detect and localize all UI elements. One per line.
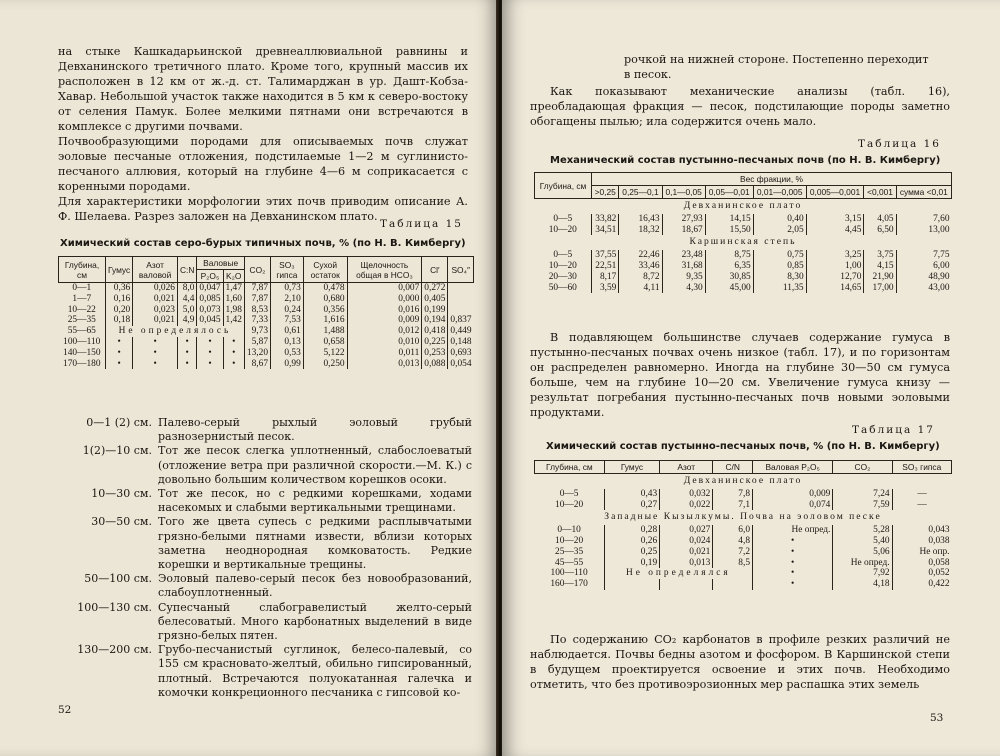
table-cell: 13,20 (244, 348, 270, 359)
th-weight: Вес фракции, % (592, 173, 952, 186)
table-row (535, 536, 952, 547)
table-cell: 0,26 (604, 536, 659, 547)
table-cell: 7,33 (244, 315, 270, 326)
table-row (59, 359, 474, 370)
table-header-cell: Валовая P₂O₅ (753, 461, 833, 474)
table-cell: 0,18 (106, 315, 133, 326)
table-cell: 7,92 (833, 568, 892, 579)
table-cell: 14,15 (705, 214, 753, 225)
table-cell: 30,85 (705, 272, 753, 283)
table-cell: 0,43 (604, 489, 659, 500)
table-cell: — (892, 500, 951, 511)
table-cell: 0,023 (133, 305, 178, 316)
table-cell: 48,90 (896, 272, 951, 283)
table-cell: 10—22 (67, 304, 96, 315)
table-cell: 7,24 (833, 489, 892, 500)
th-depth: Глубина, см (535, 173, 592, 199)
table-cell: Не опред. (833, 558, 892, 569)
table-cell: 0,28 (604, 525, 659, 536)
paragraph: В подавляющем большинстве случаев содержание гумуса в пустынно-песчаных почвах очень низкое (табл. 17), и по горизонтам он распределен равномерно. Иногда на глубине 30—50 см гумуса больше, чем на глубине 10—20 см. Увеличение гумуса книзу — результат погребания пустынно-песчаных почв новыми эоловыми продуктами. (530, 331, 950, 419)
table-cell: 8,67 (244, 359, 270, 370)
paragraph: По содержанию CO₂ карбонатов в профиле резких различий не наблюдается. Почвы бедны азотом и фосфором. В Каршинской степи в будущем проектируется освоение и этих почв. Необходимо отметить, что без противоэрозионных мер распашка этих земель (530, 633, 950, 691)
table-header-cell: Гумус (604, 461, 659, 474)
table-cell: 9,35 (662, 272, 705, 283)
th-co2: CO₂ (244, 257, 270, 283)
table-cell: 0,012 (347, 326, 422, 337)
table-cell: • (177, 348, 196, 359)
th-p2o5: P₂O₅ (197, 270, 223, 283)
table-cell: 20—30 (548, 271, 577, 282)
table-cell: 5,06 (833, 547, 892, 558)
table-cell: 4,18 (833, 579, 892, 590)
table-cell: 0,009 (347, 315, 422, 326)
table-cell: 0,99 (271, 359, 304, 370)
table-cell: 0,75 (753, 250, 806, 261)
table-cell: • (223, 337, 244, 348)
table-row (535, 225, 952, 236)
table-cell: 0,009 (753, 489, 833, 500)
table-cell: 22,51 (592, 261, 619, 272)
list-item: 1(2)—10 см. Тот же песок слегка уплотненный, слабослоеватый (отложение ветра при различной скорости.—М. К.) с довольно большим количеством корешков осоки. (82, 444, 472, 486)
table-caption: Химический состав серо-бурых типичных почв, % (по Н. В. Кимбергу) (60, 238, 466, 249)
table-number: Таблица 17 (852, 424, 935, 436)
table-16 (534, 172, 952, 293)
table-header-cell: 0,1—0,05 (662, 186, 705, 199)
table-cell: 17,00 (864, 283, 896, 294)
table-cell: 0,36 (106, 283, 133, 294)
table-cell: 0,021 (133, 315, 178, 326)
table-row (59, 337, 474, 348)
table-row (535, 250, 952, 261)
table-cell: 0,253 (422, 348, 448, 359)
table-row (535, 568, 952, 579)
table-cell: 0,225 (422, 337, 448, 348)
table-cell: 0,027 (660, 525, 713, 536)
table-row (59, 294, 474, 305)
table-cell: 22,46 (619, 250, 662, 261)
table-number: Таблица 16 (858, 138, 941, 150)
table-cell: 0,25 (604, 547, 659, 558)
table-cell: Каршинская степь (689, 236, 797, 248)
table-cell: 8,72 (619, 272, 662, 283)
table-cell: 1,42 (223, 315, 244, 326)
table-cell: 0,418 (422, 326, 448, 337)
table-row (535, 489, 952, 500)
table-cell: 31,68 (662, 261, 705, 272)
paragraph: на стыке Кашкадарьинской древнеаллювиальной равнины и Девханинского третичного плато. Кроме того, крупный массив их расположен в 12 км от ж.-д. ст. Талимарджан в ур. Дашт-Кобза-Хавар. Небольшой участок также находится в 5 км к северо-востоку от селения Памук. Более мелкими пятнами они встречаются в комплексе с другими почвами. (58, 45, 468, 133)
table-cell: 0,074 (753, 500, 833, 511)
list-item: 50—100 см. Эоловый палево-серый песок без новообразований, слабоуплотненный. (84, 572, 472, 600)
table-cell: 1,00 (806, 261, 864, 272)
table-cell: 0,13 (271, 337, 304, 348)
table-row (535, 579, 952, 590)
table-cell: 8,75 (705, 250, 753, 261)
table-cell: 140—150 (63, 347, 101, 358)
th-gross: Валовые (197, 257, 245, 270)
table-cell: 0—5 (553, 213, 573, 224)
table-cell: Не опр. (892, 547, 951, 558)
table-cell: 4,4 (177, 294, 196, 305)
table-cell: 0,194 (422, 315, 448, 326)
table-cell: 5,28 (833, 525, 892, 536)
th-so4: SO₄″ (448, 257, 474, 283)
table-cell: 100—110 (63, 336, 101, 347)
table-cell: 0—5 (559, 488, 579, 499)
table-cell: 6,50 (864, 225, 896, 236)
table-cell: 10—20 (548, 224, 577, 235)
table-row (535, 525, 952, 536)
list-item: 10—30 см. Тот же песок, но с редкими корешками, ходами насекомых и слабыми вертикальными трещинами. (91, 487, 472, 515)
page-number: 53 (930, 712, 944, 724)
table-cell: 27,93 (662, 214, 705, 225)
table-cell (448, 294, 474, 305)
table-cell: 7,59 (833, 500, 892, 511)
table-cell (448, 305, 474, 316)
table-row (535, 547, 952, 558)
table-cell: • (223, 359, 244, 370)
th-cn: C:N (177, 257, 196, 283)
table-cell: 0,045 (197, 315, 223, 326)
list-item: 30—50 см. Того же цвета супесь с редкими расплывчатыми грязно-белыми пятнами извести, вблизи которых заметна неоднородная комковатость. Редкие корешки и вертикальные трещины. (91, 515, 472, 572)
table-cell: 18,67 (662, 225, 705, 236)
right-page (502, 0, 1000, 756)
list-item: 0—1 (2) см. Палево-серый рыхлый эоловый грубый разнозернистый песок. (86, 416, 472, 444)
table-caption: Химический состав пустынно-песчаных почв, % (по Н. В. Кимбергу) (546, 441, 940, 452)
table-cell: 0,085 (197, 294, 223, 305)
table-17-body (535, 474, 952, 590)
table-caption: Механический состав пустынно-песчаных почв (по Н. В. Кимбергу) (550, 155, 941, 166)
table-row (535, 261, 952, 272)
paragraph: Для характеристики морфологии этих почв приводим описание А. Ф. Шелаева. Разрез заложен на Девханинском плато. (58, 195, 468, 223)
table-row (535, 283, 952, 294)
table-cell: • (177, 337, 196, 348)
table-cell: 0,024 (660, 536, 713, 547)
table-number: Таблица 15 (380, 218, 463, 230)
table-row (59, 326, 474, 337)
table-cell: 2,10 (271, 294, 304, 305)
table-cell: 5,0 (177, 305, 196, 316)
table-cell: 4,8 (713, 536, 753, 547)
table-cell: 7,60 (896, 214, 951, 225)
table-cell: 7,1 (713, 500, 753, 511)
table-cell: 1,616 (303, 315, 347, 326)
table-cell: 4,30 (662, 283, 705, 294)
table-cell: 45,00 (705, 283, 753, 294)
table-cell: 9,73 (244, 326, 270, 337)
table-cell: • (133, 337, 178, 348)
table-cell (448, 283, 474, 294)
table-cell: 8,53 (244, 305, 270, 316)
table-cell (713, 579, 753, 590)
table-cell: • (753, 536, 833, 547)
table-cell: 0,013 (347, 359, 422, 370)
table-cell: 0,199 (422, 305, 448, 316)
table-cell: 33,82 (592, 214, 619, 225)
table-cell: 0,693 (448, 348, 474, 359)
table-cell: 18,32 (619, 225, 662, 236)
table-cell: 0,058 (892, 558, 951, 569)
table-cell: 160—170 (550, 579, 588, 590)
th-alk: Щелочность общая в HCO₃ (347, 257, 422, 283)
table-cell: 2,05 (753, 225, 806, 236)
table-cell: • (753, 579, 833, 590)
table-header-cell: Азот (660, 461, 713, 474)
table-cell: 5,122 (303, 348, 347, 359)
table-header-cell: C/N (713, 461, 753, 474)
table-header-cell: <0,001 (864, 186, 896, 199)
table-header-cell: 0,005—0,001 (806, 186, 864, 199)
table-cell: 0,449 (448, 326, 474, 337)
table-cell (604, 579, 659, 590)
table-cell: — (892, 489, 951, 500)
table-cell: Девханинское плато (535, 474, 952, 489)
table-cell: 0,026 (133, 283, 178, 294)
table-cell: 0,19 (604, 558, 659, 569)
table-cell: 43,00 (896, 283, 951, 294)
table-cell: 0,73 (271, 283, 304, 294)
table-cell: 3,75 (864, 250, 896, 261)
table-cell: • (133, 359, 178, 370)
table-row (535, 214, 952, 225)
th-humus: Гумус (106, 257, 133, 283)
paragraph: Почвообразующими породами для описываемых почв служат эоловые песчаные отложения, подстилаемые 1—2 м суглинисто-песчаного аллювия, который на глубине 4—6 м соприкасается с коренными породами. (58, 135, 468, 193)
table-cell: 0,272 (422, 283, 448, 294)
table-cell: 10—20 (555, 499, 584, 510)
table-cell: 7,87 (244, 294, 270, 305)
table-cell: 34,51 (592, 225, 619, 236)
table-cell: 0,047 (197, 283, 223, 294)
th-depth: Глубина, см (59, 257, 106, 283)
table-15 (58, 256, 474, 369)
table-cell: 8,17 (592, 272, 619, 283)
table-cell: 6,35 (705, 261, 753, 272)
page-number: 52 (58, 704, 72, 716)
table-15-body (59, 283, 474, 370)
table-cell: 0,680 (303, 294, 347, 305)
table-cell: 0—5 (553, 250, 573, 261)
table-header-cell: 0,25—0,1 (619, 186, 662, 199)
table-cell: 3,15 (806, 214, 864, 225)
table-section (535, 510, 952, 525)
table-header-cell: Глубина, см (535, 461, 605, 474)
table-cell: 13,00 (896, 225, 951, 236)
table-cell: 0,148 (448, 337, 474, 348)
th-so3: SO₃ гипса (271, 257, 304, 283)
table-cell: 4,45 (806, 225, 864, 236)
paragraph: Как показывают механические анализы (табл. 16), преобладающая фракция — песок, подстилающие породы заметно обогащены пылью; ила содержится очень мало. (530, 85, 950, 128)
table-row (59, 283, 474, 294)
table-header-cell: CO₂ (833, 461, 892, 474)
table-cell: 0,007 (347, 283, 422, 294)
table-cell: 8,0 (177, 283, 196, 294)
table-cell: 7,2 (713, 547, 753, 558)
table-cell: 0,16 (106, 294, 133, 305)
table-cell: 1,98 (223, 305, 244, 316)
table-cell: 0,011 (347, 348, 422, 359)
table-cell: 8,5 (713, 558, 753, 569)
table-cell: 170—180 (63, 358, 101, 369)
table-cell: 0,27 (604, 500, 659, 511)
table-cell: 0,658 (303, 337, 347, 348)
table-header-cell: сумма <0,01 (896, 186, 951, 199)
th-nitrogen: Азот валовой (133, 257, 178, 283)
table-cell: 0,24 (271, 305, 304, 316)
table-section (535, 235, 952, 250)
table-cell: 0,021 (660, 547, 713, 558)
table-row (59, 305, 474, 316)
table-cell: 5,40 (833, 536, 892, 547)
table-cell: 23,48 (662, 250, 705, 261)
horizon-descriptions (44, 416, 472, 700)
table-cell (660, 579, 713, 590)
table-cell: 0,032 (660, 489, 713, 500)
table-cell: 0—1 (59, 283, 106, 294)
table-cell: • (753, 558, 833, 569)
table-cell: 0,054 (448, 359, 474, 370)
table-cell: 8,30 (753, 272, 806, 283)
table-cell: • (197, 348, 223, 359)
table-cell: 1,47 (223, 283, 244, 294)
table-cell: 0,20 (106, 305, 133, 316)
table-cell: 0,088 (422, 359, 448, 370)
table-cell: 0,073 (197, 305, 223, 316)
table-cell: 33,46 (619, 261, 662, 272)
table-cell: 15,50 (705, 225, 753, 236)
table-cell: 0,250 (303, 359, 347, 370)
no-data-label: Не определялся (604, 568, 752, 579)
table-cell: 4,15 (864, 261, 896, 272)
table-cell: 55—65 (67, 326, 96, 337)
table-cell: 100—110 (550, 568, 588, 579)
table-cell: 1—7 (72, 293, 92, 304)
table-cell: • (106, 337, 133, 348)
table-cell: 0,010 (347, 337, 422, 348)
table-cell: 0,478 (303, 283, 347, 294)
table-cell: 25—35 (555, 546, 584, 557)
table-cell: 12,70 (806, 272, 864, 283)
table-cell: 6,0 (713, 525, 753, 536)
table-cell: • (753, 568, 833, 579)
table-cell: 37,55 (592, 250, 619, 261)
table-cell: 0,021 (133, 294, 178, 305)
table-cell: • (177, 359, 196, 370)
table-16-body (535, 199, 952, 294)
table-cell: • (133, 348, 178, 359)
table-cell: Западные Кызылкумы. Почва на эоловом песке (604, 511, 882, 523)
table-row (59, 348, 474, 359)
table-cell: 0,022 (660, 500, 713, 511)
table-cell: 0—10 (557, 525, 581, 536)
table-cell: • (753, 547, 833, 558)
table-cell: 7,8 (713, 489, 753, 500)
table-row (535, 558, 952, 569)
left-page (0, 0, 498, 756)
table-cell: 5,87 (244, 337, 270, 348)
no-data-label: Не определялось (106, 326, 245, 337)
th-dry: Сухой остаток (303, 257, 347, 283)
table-cell: Не опред. (753, 525, 833, 536)
table-section (535, 199, 952, 214)
table-cell: 10—20 (555, 535, 584, 546)
table-cell: 11,35 (753, 283, 806, 294)
table-cell: • (197, 337, 223, 348)
table-row (59, 315, 474, 326)
table-cell: 0,052 (892, 568, 951, 579)
table-cell: • (197, 359, 223, 370)
th-cl: Cl′ (422, 257, 448, 283)
table-cell: 0,016 (347, 305, 422, 316)
table-cell: 7,53 (271, 315, 304, 326)
table-cell: 3,25 (806, 250, 864, 261)
table-cell: 50—60 (548, 282, 577, 293)
table-cell: 0,61 (271, 326, 304, 337)
table-cell: • (106, 348, 133, 359)
table-cell: 4,05 (864, 214, 896, 225)
table-cell: 0,422 (892, 579, 951, 590)
table-cell: 0,40 (753, 214, 806, 225)
table-cell: 0,405 (422, 294, 448, 305)
table-cell: 0,85 (753, 261, 806, 272)
table-header-cell: SO₃ гипса (892, 461, 951, 474)
table-cell: 0,038 (892, 536, 951, 547)
table-cell: 3,59 (592, 283, 619, 294)
table-cell: 21,90 (864, 272, 896, 283)
table-cell: 1,488 (303, 326, 347, 337)
table-cell: 0,53 (271, 348, 304, 359)
table-cell: 7,87 (244, 283, 270, 294)
continued-text: рочкой на нижней стороне. Постепенно переходит в песок. (624, 53, 929, 81)
table-17 (534, 460, 952, 590)
table-cell: 6,00 (896, 261, 951, 272)
table-cell: 0,000 (347, 294, 422, 305)
table-cell: 10—20 (548, 260, 577, 271)
table-header-cell: >0,25 (592, 186, 619, 199)
table-cell: 16,43 (619, 214, 662, 225)
table-row (535, 500, 952, 511)
table-cell: 0,356 (303, 305, 347, 316)
table-cell: 45—55 (555, 557, 584, 568)
table-cell: 0,013 (660, 558, 713, 569)
table-header-cell: 0,05—0,01 (705, 186, 753, 199)
left-text-top (58, 44, 468, 224)
th-k2o: K₂O (223, 270, 244, 283)
table-cell: 25—35 (67, 315, 96, 326)
table-cell: 4,11 (619, 283, 662, 294)
table-cell: 14,65 (806, 283, 864, 294)
table-cell: 4,9 (177, 315, 196, 326)
table-cell: 7,75 (896, 250, 951, 261)
table-row (535, 272, 952, 283)
table-cell: Девханинское плато (535, 199, 952, 214)
table-cell: • (223, 348, 244, 359)
table-cell: • (106, 359, 133, 370)
table-header-cell: 0,01—0,005 (753, 186, 806, 199)
list-item: 130—200 см. Грубо-песчанистый суглинок, белесо-палевый, со 155 см красновато-желтый, обильно гипсированный, плотный. Встречаются полуокатанная галечка и комочки конкреционного песчаника с гипсовой ко- (77, 643, 472, 699)
table-section (535, 474, 952, 489)
table-cell: 1,60 (223, 294, 244, 305)
table-cell: 0,837 (448, 315, 474, 326)
list-item: 100—130 см. Супесчаный слабогравелистый желто-серый белесоватый. Много карбонатных выделений в виде грязно-белых пятен. (77, 600, 472, 643)
table-cell: 0,043 (892, 525, 951, 536)
